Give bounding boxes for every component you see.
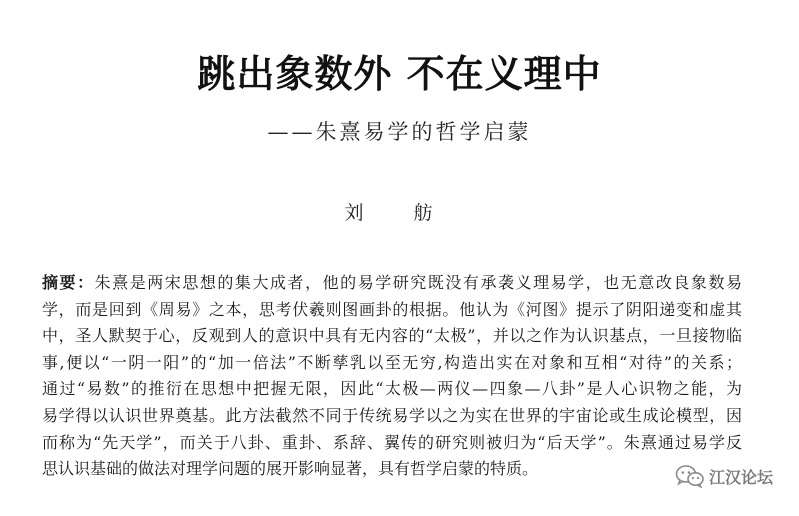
abstract (42, 270, 742, 483)
abstract-label: 摘要： (42, 273, 95, 292)
watermark-text: 江汉论坛 (708, 467, 773, 487)
abstract-line-7: 而称为“先天学”，而关于八卦、重卦、系辞、翼传的研究则被归为“后天学”。朱熹通过易学反 (42, 432, 742, 452)
paper-author: 刘 舫 (344, 202, 455, 224)
abstract-line-8: 思认识基础的做法对理学问题的展开影响显著，具有哲学启蒙的特质。 (42, 459, 539, 479)
wechat-icon (675, 464, 705, 488)
paper-title: 跳出象数外 不在义理中 (197, 52, 602, 96)
abstract-line-2: 学，而是回到《周易》之本，思考伏羲则图画卦的根据。他认为《河图》提示了阴阳递变和虚其 (42, 299, 742, 319)
abstract-line-6: 易学得以认识世界奠基。此方法截然不同于传统易学以之为实在世界的宇宙论或生成论模型，因 (42, 405, 742, 425)
abstract-text-1: 朱熹是两宋思想的集大成者，他的易学研究既没有承袭义理易学，也无意改良象数易 (94, 273, 742, 292)
abstract-line-3: 中，圣人默契于心，反观到人的意识中具有无内容的“太极”，并以之作为认识基点，一旦接物临 (42, 326, 742, 346)
watermark (671, 462, 777, 490)
abstract-line-5: 通过“易数”的推衍在思想中把握无限，因此“太极—两仪—四象—八卦”是人心识物之能，为 (42, 379, 742, 399)
paper-subtitle: ——朱熹易学的哲学启蒙 (267, 120, 532, 144)
abstract-line-1 (42, 270, 742, 297)
abstract-line-4: 事,便以“一阴一阳”的“加一倍法”不断孳乳以至无穷,构造出实在对象和互相“对待”的关系； (42, 352, 742, 372)
